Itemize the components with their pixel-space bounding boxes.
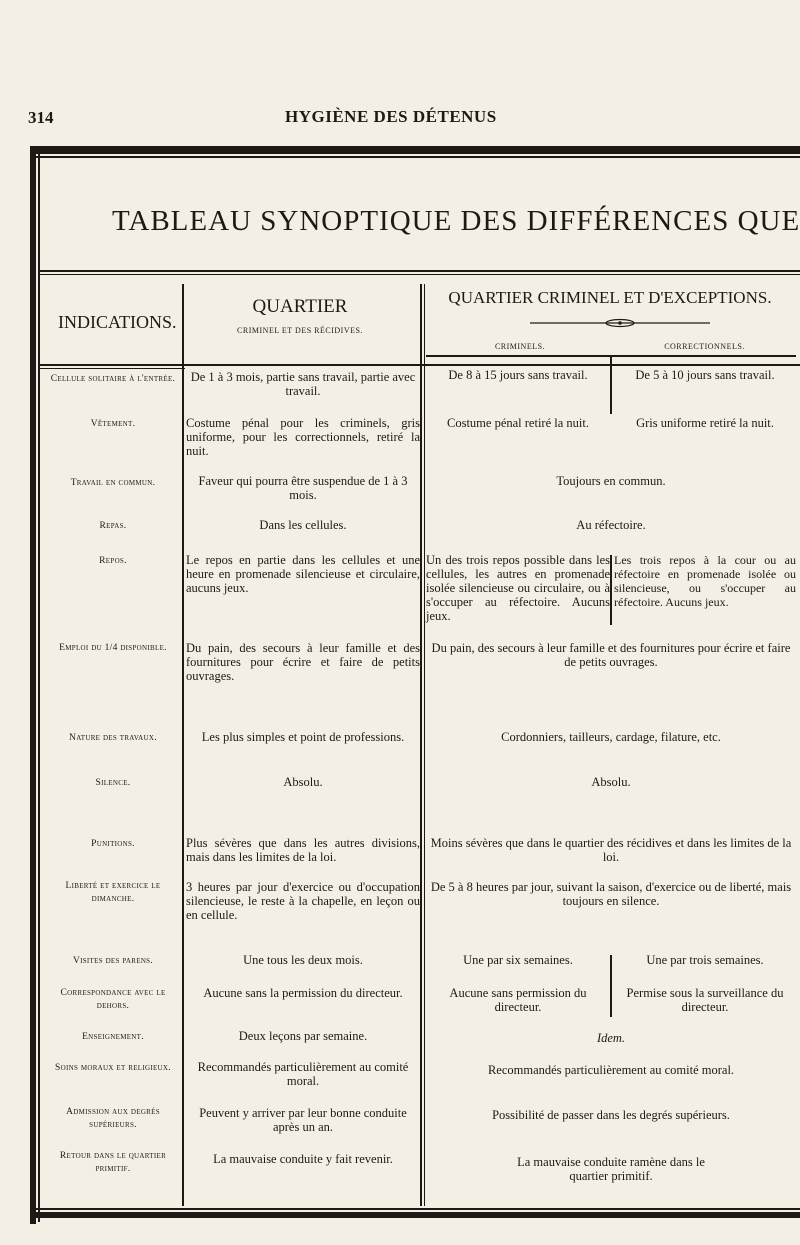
row-label-enseignement: Enseignement. — [82, 1032, 144, 1042]
row-label-silence: Silence. — [95, 778, 131, 788]
cell-quartier-cellule: De 1 à 3 mois, partie sans travail, partie avec travail. — [190, 370, 416, 398]
table-title: TABLEAU SYNOPTIQUE DES DIFFÉRENCES QUE — [112, 205, 800, 237]
cell-merged-punitions: Moins sévères que dans le quartier des récidives et dans les limites de la loi. — [430, 836, 792, 864]
row-label-cellule: Cellule solitaire à l'entrée. — [50, 374, 176, 384]
cell-quartier-emploi: Du pain, des secours à leur famille et des fournitures pour écrire et faire de petits ouvrages. — [186, 641, 420, 683]
row-label-liberte: Liberté et exercice le dimanche. — [65, 881, 161, 904]
cell-merged-liberte: De 5 à 8 heures par jour, suivant la saison, d'exercice ou de liberté, mais toujours en silence. — [430, 880, 792, 908]
split-rule-b — [610, 555, 612, 625]
cell-quartier-punitions: Plus sévères que dans les autres divisions, mais dans les limites de la loi. — [186, 836, 420, 864]
column-rule-2b — [424, 284, 425, 1206]
split-rule-c — [610, 955, 612, 1017]
header-correctionnels: CORRECTIONNELS. — [664, 342, 745, 351]
cell-merged-repas: Au réfectoire. — [576, 518, 646, 532]
cell-merged-admission: Possibilité de passer dans les degrés supérieurs. — [492, 1108, 730, 1122]
cell-criminels-visites: Une par six semaines. — [463, 953, 573, 967]
frame-left-rule-thin — [38, 150, 40, 1222]
header-criminels: CRIMINELS. — [494, 342, 546, 351]
cell-merged-nature: Cordonniers, tailleurs, cardage, filature, etc. — [501, 730, 721, 744]
cell-quartier-correspondance: Aucune sans la permission du directeur. — [203, 986, 403, 1000]
cell-merged-silence: Absolu. — [591, 775, 631, 789]
cell-quartier-retour: La mauvaise conduite y fait revenir. — [213, 1152, 393, 1166]
row-label-vetement: Vêtement. — [90, 419, 136, 429]
row-label-retour: Retour dans le quartier primitif. — [59, 1151, 167, 1174]
cell-quartier-visites: Une tous les deux mois. — [243, 953, 363, 967]
frame-top-rule — [30, 146, 800, 154]
cell-quartier-travail: Faveur qui pourra être suspendue de 1 à 3 mois. — [198, 474, 408, 502]
header-rule-bottom-thin — [40, 368, 185, 369]
cell-merged-retour: La mauvaise conduite ramène dans le quartier primitif. — [517, 1155, 705, 1183]
row-label-nature: Nature des travaux. — [69, 733, 157, 743]
row-label-travail: Travail en commun. — [70, 478, 156, 488]
cell-correctionnels-vetement: Gris uniforme retiré la nuit. — [636, 416, 774, 430]
cell-correctionnels-repos: Les trois repos à la cour ou au réfectoire en promenade isolée ou silencieuse, ou s'occuper au réfectoire. Aucuns jeux. — [614, 553, 796, 609]
row-label-visites: Visites des parens. — [72, 956, 154, 966]
frame-top-rule-thin — [30, 156, 800, 158]
row-label-repos: Repos. — [99, 556, 127, 566]
page-number: 314 — [28, 108, 54, 127]
row-label-correspondance: Correspondance avec le dehors. — [60, 988, 166, 1011]
column-rule-2 — [420, 284, 422, 1206]
cell-quartier-admission: Peuvent y arriver par leur bonne conduite après un an. — [199, 1106, 407, 1134]
running-head: HYGIÈNE DES DÉTENUS — [285, 107, 497, 126]
cell-merged-enseignement: Idem. — [596, 1031, 626, 1045]
header-indications: INDICATIONS. — [58, 312, 177, 332]
cell-quartier-vetement: Costume pénal pour les criminels, gris uniforme, pour les correctionnels, retiré la nuit. — [186, 416, 420, 458]
cell-merged-emploi: Du pain, des secours à leur famille et des fournitures pour écrire et faire de petits ouvrages. — [431, 641, 791, 669]
cell-quartier-enseignement: Deux leçons par semaine. — [238, 1029, 368, 1043]
cell-quartier-liberte: 3 heures par jour d'exercice ou d'occupation silencieuse, le reste à la chapelle, en leçon ou en cellule. — [186, 880, 420, 922]
cell-correctionnels-visites: Une par trois semaines. — [646, 953, 764, 967]
cell-merged-soins: Recommandés particulièrement au comité moral. — [487, 1063, 735, 1077]
cell-criminels-cellule: De 8 à 15 jours sans travail. — [448, 368, 588, 382]
header-quartier: QUARTIER — [252, 296, 348, 317]
cell-criminels-vetement: Costume pénal retiré la nuit. — [447, 416, 589, 430]
header-rule-top-thin — [40, 274, 800, 275]
row-label-soins: Soins moraux et religieux. — [55, 1063, 171, 1073]
frame-bottom-rule-thin — [30, 1208, 800, 1210]
cell-criminels-repos: Un des trois repos possible dans les cellules, les autres en promenade isolée silencieuse ou circulaire, ou à s'occuper au réfectoire. Aucuns jeux. — [426, 553, 610, 623]
row-label-admission: Admission aux degrés supérieurs. — [66, 1107, 160, 1130]
cell-correctionnels-cellule: De 5 à 10 jours sans travail. — [635, 368, 775, 382]
row-label-repas: Repas. — [99, 521, 127, 531]
cell-quartier-silence: Absolu. — [283, 775, 323, 789]
cell-quartier-nature: Les plus simples et point de professions. — [201, 730, 405, 744]
cell-quartier-soins: Recommandés particulièrement au comité moral. — [197, 1060, 409, 1088]
frame-left-rule — [30, 146, 36, 1224]
header-rule-top — [40, 270, 800, 272]
cell-quartier-repas: Dans les cellules. — [259, 518, 347, 532]
split-rule-a — [610, 356, 612, 414]
cell-quartier-repos: Le repos en partie dans les cellules et une heure en promenade silencieuse et circulaire, aucuns jeux. — [186, 553, 420, 595]
header-quartier-sub: CRIMINEL ET DES RÉCIDIVES. — [237, 326, 363, 335]
cell-merged-travail: Toujours en commun. — [556, 474, 666, 488]
ornament-divider — [520, 318, 720, 328]
column-rule-1 — [182, 284, 184, 1206]
header-quartier-criminel-exceptions: QUARTIER CRIMINEL ET D'EXCEPTIONS. — [448, 288, 772, 307]
row-label-emploi: Emploi du 1/4 disponible. — [59, 643, 167, 653]
frame-bottom-rule — [30, 1212, 800, 1218]
cell-criminels-correspondance: Aucune sans permission du directeur. — [449, 986, 587, 1014]
cell-correctionnels-correspondance: Permise sous la surveillance du directeur. — [626, 986, 784, 1014]
row-label-punitions: Punitions. — [91, 839, 135, 849]
